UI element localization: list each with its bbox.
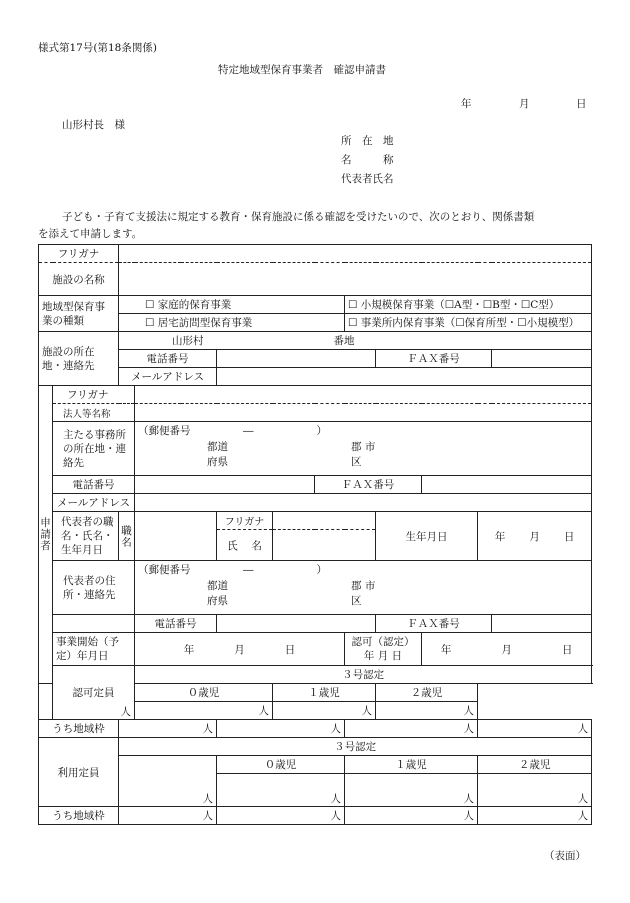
furigana-field[interactable] [119, 245, 592, 263]
rep-fuken-label: 府県 [207, 595, 229, 607]
permit-age0-header: ０歳児 [135, 684, 273, 702]
facility-fax-field[interactable] [492, 350, 592, 368]
birth-day: 日 [563, 530, 575, 543]
use-age1-header: １歳児 [345, 756, 478, 774]
facility-name-label: 施設の名称 [39, 263, 119, 296]
person-unit: 人 [330, 810, 342, 822]
approval-date-field[interactable] [422, 633, 592, 666]
permit-cert3-header: ３号認定 [135, 666, 592, 684]
start-day: 日 [284, 643, 296, 656]
approval-day: 日 [561, 643, 573, 656]
use-cert3-header: ３号認定 [119, 738, 592, 756]
person-unit: 人 [202, 723, 214, 735]
use-capacity-label: 利用定員 [39, 738, 119, 807]
person-unit: 人 [463, 810, 475, 822]
applicant-label: 申請者 [39, 386, 53, 684]
person-unit: 人 [330, 723, 342, 735]
permit-age1-field[interactable] [273, 702, 376, 720]
person-unit: 人 [202, 810, 214, 822]
start-date-field[interactable] [135, 633, 345, 666]
date-year: 年 [461, 98, 472, 110]
use-local-age1[interactable] [345, 807, 478, 825]
applicant-rep-label: 代表者氏名 [341, 173, 394, 185]
corp-name-field[interactable] [135, 404, 592, 422]
village-name: 山形村 [172, 335, 204, 347]
todo-label: 都道 [207, 441, 229, 453]
use-age0-field[interactable] [217, 774, 345, 807]
start-month: 月 [234, 643, 245, 656]
rep-fax-field[interactable] [492, 615, 592, 633]
rep-gunshi-label: 郡 市 [351, 580, 376, 592]
application-form-table [38, 244, 592, 825]
date-month: 月 [519, 98, 530, 110]
page-side-label: （表面） [544, 850, 586, 862]
office-tel-field[interactable] [135, 476, 315, 494]
main-office-label: 主たる事務所の所在地・連絡先 [53, 422, 135, 476]
permit-age0-field[interactable] [135, 702, 273, 720]
permit-local-age0[interactable] [217, 720, 345, 738]
use-local-age0[interactable] [217, 807, 345, 825]
person-unit: 人 [577, 723, 589, 735]
rep-furigana-label: フリガナ [217, 512, 273, 530]
facility-email-field[interactable] [217, 368, 592, 386]
applicant-furigana-label: フリガナ [53, 386, 135, 404]
fuken-label: 府県 [207, 456, 229, 468]
use-local-total[interactable] [119, 807, 217, 825]
office-fax-label: ＦＡＸ番号 [315, 476, 422, 494]
birth-field[interactable] [478, 512, 592, 561]
rep-tel-field[interactable] [217, 615, 376, 633]
use-age0-header: ０歳児 [217, 756, 345, 774]
start-date-label: 事業開始（予定）年月日 [53, 633, 135, 666]
permit-age2-header: ２歳児 [376, 684, 478, 702]
office-email-label: メールアドレス [53, 494, 135, 512]
main-office-address[interactable] [135, 439, 592, 469]
banchi-label: 番地 [333, 335, 355, 347]
permit-capacity-label: 認可定員 [53, 666, 135, 720]
rep-tel-spacer [53, 615, 135, 633]
body-text-line2: を添えて申請します。 [38, 228, 143, 240]
rep-postal[interactable]: （郵便番号 ― ） [135, 561, 592, 579]
facility-location-label: 施設の所在地・連絡先 [39, 332, 119, 386]
person-unit: 人 [202, 793, 214, 805]
birth-month: 月 [529, 530, 540, 543]
rep-tel-label: 電話番号 [135, 615, 217, 633]
rep-fax-label: ＦＡＸ番号 [376, 615, 492, 633]
shokumei-field[interactable] [135, 512, 217, 561]
use-age1-field[interactable] [345, 774, 478, 807]
furigana-label: フリガナ [39, 245, 119, 263]
rep-block-label: 代表者の職名・氏名・生年月日 [53, 512, 119, 561]
person-unit: 人 [463, 793, 475, 805]
office-fax-field[interactable] [422, 476, 592, 494]
permit-age2-field[interactable] [376, 702, 478, 720]
use-age2-field[interactable] [478, 774, 592, 807]
office-email-field[interactable] [135, 494, 592, 512]
shimei-label: 氏 名 [217, 530, 273, 561]
main-office-postal[interactable]: （郵便番号 ― ） [135, 422, 592, 440]
approval-date-label: 認可（認定）年 月 日 [345, 633, 422, 666]
person-unit: 人 [120, 706, 132, 718]
person-unit: 人 [577, 793, 589, 805]
gunshi-label: 郡 市 [351, 441, 376, 453]
birth-year: 年 [494, 530, 506, 543]
body-text-line1: 子ども・子育て支援法に規定する教育・保育施設に係る確認を受けたいので、次のとおり、関係書類 [62, 211, 535, 223]
facility-tel-field[interactable] [217, 350, 376, 368]
person-unit: 人 [463, 723, 475, 735]
date-day: 日 [576, 98, 587, 110]
start-year: 年 [183, 643, 195, 656]
form-number: 様式第17号(第18条関係) [38, 42, 157, 54]
use-total-field[interactable] [119, 756, 217, 807]
facility-email-label: メールアドレス [119, 368, 217, 386]
birth-label: 生年月日 [376, 512, 478, 561]
use-local-quota-label: うち地域枠 [39, 807, 119, 825]
form-title: 特定地域型保育事業者 確認申請書 [218, 64, 386, 76]
approval-month: 月 [501, 643, 512, 656]
shimei-field[interactable] [273, 530, 376, 561]
rep-todo-label: 都道 [207, 580, 229, 592]
rep-ku-label: 区 [351, 595, 362, 607]
applicant-furigana-field[interactable] [135, 386, 592, 404]
person-unit: 人 [463, 705, 475, 717]
rep-address-label: 代表者の住所・連絡先 [53, 561, 135, 615]
office-tel-label: 電話番号 [53, 476, 135, 494]
rep-furigana-field[interactable] [273, 512, 376, 530]
use-local-age2[interactable] [478, 807, 592, 825]
approval-year: 年 [440, 643, 452, 656]
applicant-name-label: 名 称 [341, 154, 394, 166]
addressee: 山形村長 様 [62, 119, 125, 131]
use-age2-header: ２歳児 [478, 756, 592, 774]
facility-tel-label: 電話番号 [119, 350, 217, 368]
ku-label: 区 [351, 456, 362, 468]
person-unit: 人 [361, 705, 373, 717]
option-onsite[interactable]: ☐ 事業所内保育事業（☐保育所型・☐小規模型） [345, 314, 592, 332]
facility-name-field[interactable] [119, 263, 592, 296]
permit-local-total[interactable] [119, 720, 217, 738]
person-unit: 人 [577, 810, 589, 822]
permit-age1-header: １歳児 [273, 684, 376, 702]
rep-address-field[interactable] [135, 578, 592, 608]
corp-name-label: 法人等名称 [53, 404, 135, 422]
permit-local-age1[interactable] [345, 720, 478, 738]
permit-local-age2[interactable] [478, 720, 592, 738]
facility-address-field[interactable] [119, 332, 592, 350]
person-unit: 人 [330, 793, 342, 805]
option-home-visit[interactable]: ☐ 居宅訪問型保育事業 [119, 314, 345, 332]
biz-type-label: 地域型保育事業の種類 [39, 296, 119, 332]
facility-fax-label: ＦＡＸ番号 [376, 350, 492, 368]
option-small-scale[interactable]: ☐ 小規模保育事業（☐A型・☐B型・☐C型） [345, 296, 592, 314]
person-unit: 人 [258, 705, 270, 717]
permit-local-quota-label: うち地域枠 [39, 720, 119, 738]
shokumei-label: 職名 [119, 512, 135, 561]
applicant-address-label: 所 在 地 [341, 135, 394, 147]
option-home-daycare[interactable]: ☐ 家庭的保育事業 [119, 296, 345, 314]
